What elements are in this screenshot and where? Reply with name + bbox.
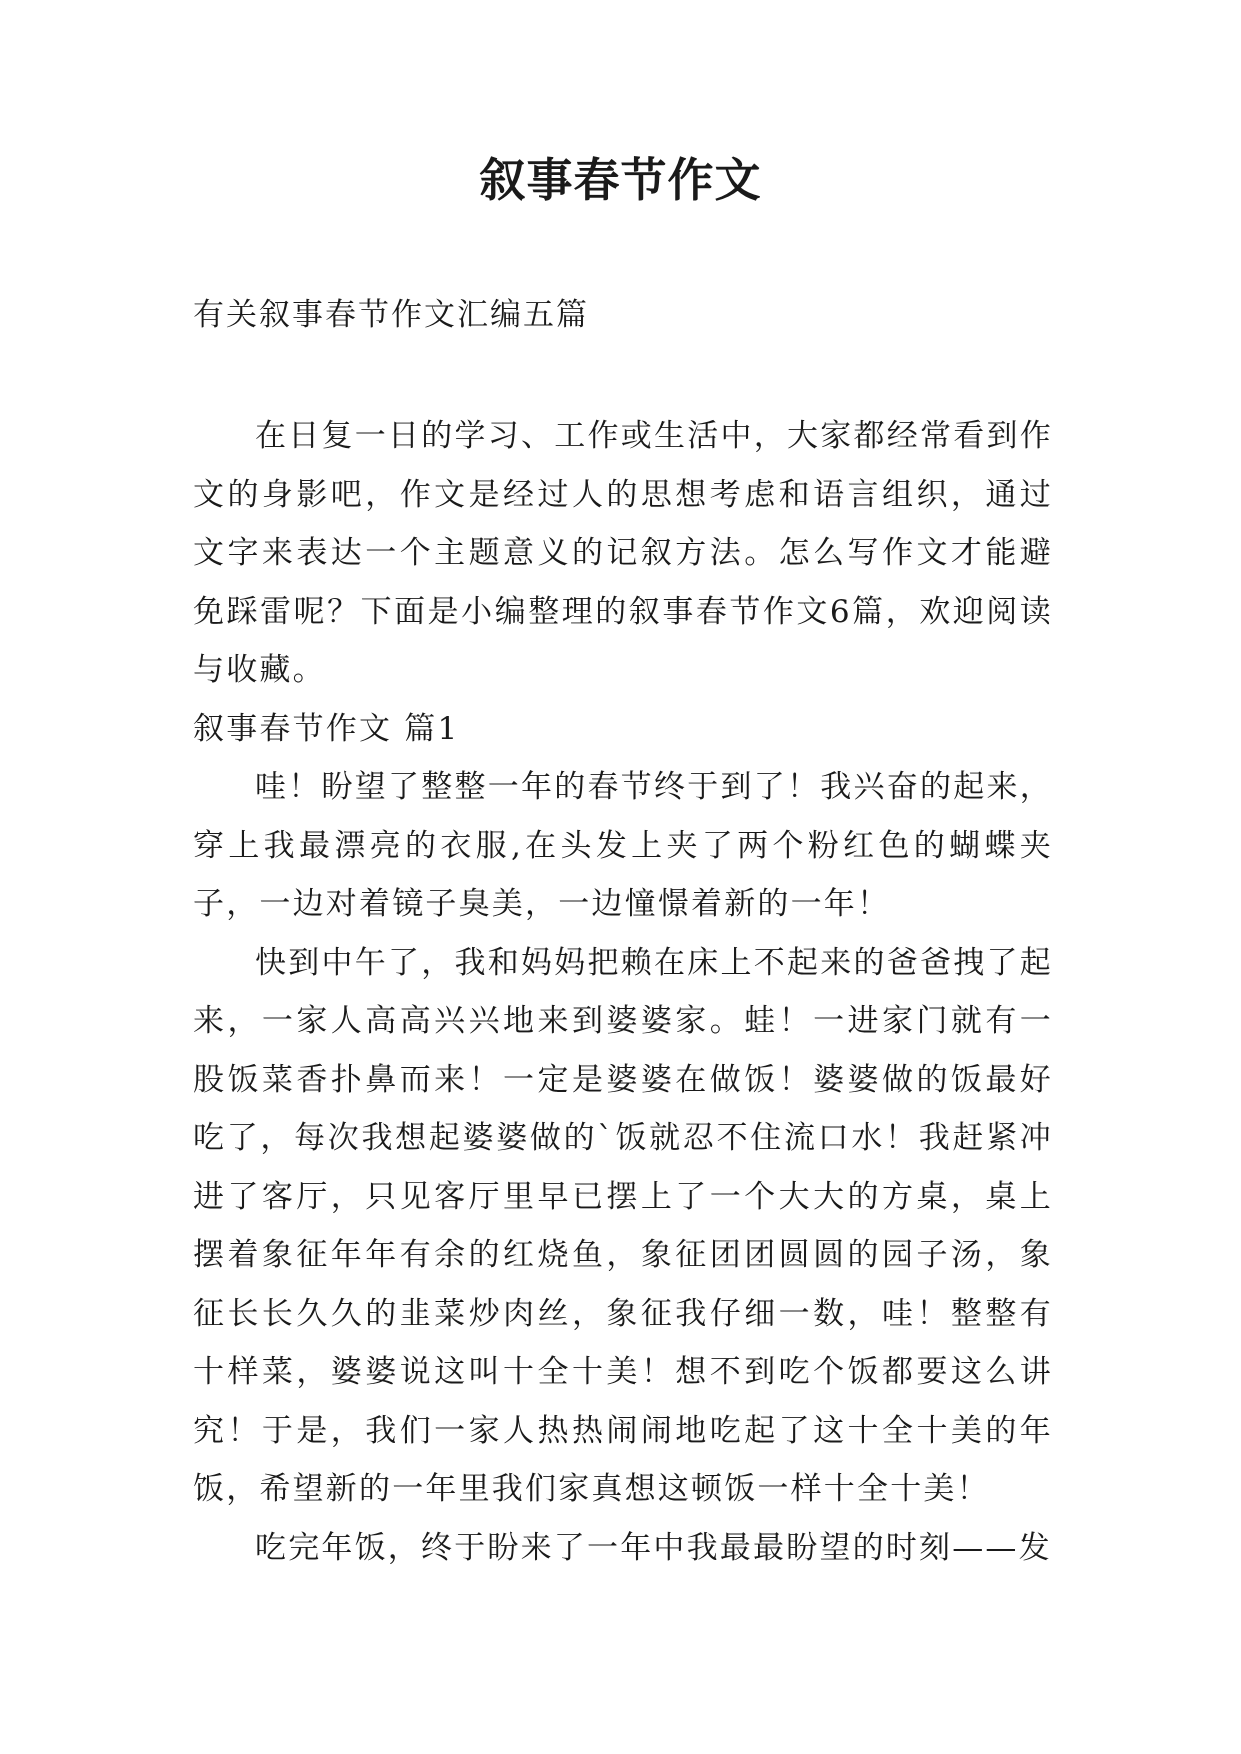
- section-heading: 叙事春节作文 篇1: [193, 710, 460, 747]
- document-body: [193, 407, 1053, 1577]
- body-paragraph: 吃完年饭，终于盼来了一年中我最最盼望的时刻——发: [255, 1529, 1052, 1566]
- intro-paragraph: 在日复一日的学习、工作或生活中，大家都经常看到作文的身影吧，作文是经过人的思想考虑和语言组织，通过文字来表达一个主题意义的记叙方法。怎么写作文才能避免踩雷呢？下面是小编整理的叙事春节作文6篇，欢迎阅读与收藏。: [193, 418, 1053, 688]
- document-title: 叙事春节作文: [479, 153, 762, 207]
- document-subtitle: 有关叙事春节作文汇编五篇: [193, 297, 589, 333]
- body-paragraph: 哇！盼望了整整一年的春节终于到了！我兴奋的起来，穿上我最漂亮的衣服,在头发上夹了两个粉红色的蝴蝶夹子，一边对着镜子臭美，一边憧憬着新的一年！: [193, 769, 1053, 922]
- body-paragraph: 快到中午了，我和妈妈把赖在床上不起来的爸爸拽了起来，一家人高高兴兴地来到婆婆家。蛙！一进家门就有一股饭菜香扑鼻而来！一定是婆婆在做饭！婆婆做的饭最好吃了，每次我想起婆婆做的`饭就忍不住流口水！我赶紧冲进了客厅，只见客厅里早已摆上了一个大大的方桌，桌上摆着象征年年有余的红烧鱼，象征团团圆圆的园子汤，象征长长久久的韭菜炒肉丝，象征我仔细一数，哇！整整有十样菜，婆婆说这叫十全十美！想不到吃个饭都要这么讲究！于是，我们一家人热热闹闹地吃起了这十全十美的年饭，希望新的一年里我们家真想这顿饭一样十全十美！: [193, 944, 1053, 1507]
